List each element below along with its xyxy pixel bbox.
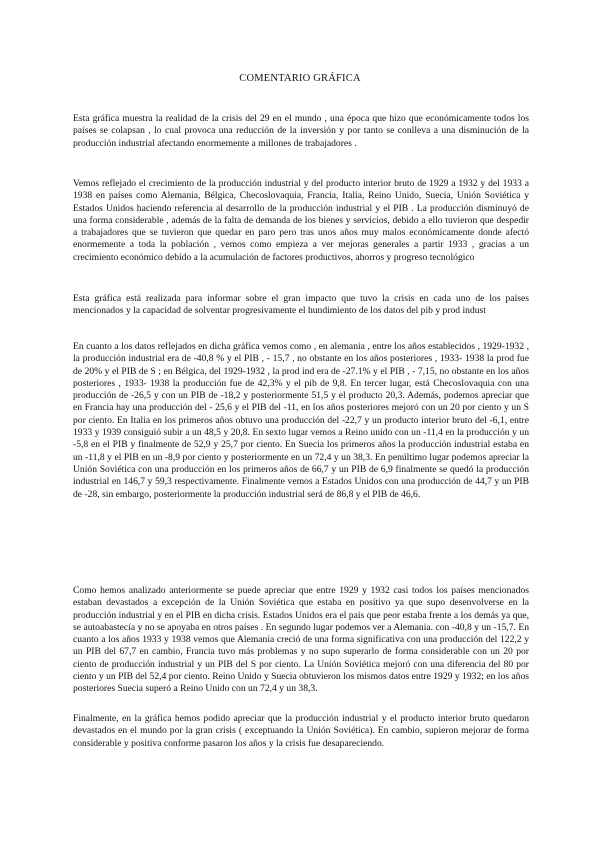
paragraph-analysis	[73, 585, 529, 696]
paragraph-text: Vemos reflejado el crecimiento de la producción industrial y del producto interior bruto de 1929 a 1932 y del 1933 a 1938 en países como Alemania, Bélgica, Checoslovaquia, Francia, Italia, Reino Unido, Suecia, Unión Soviética y Estados Unidos haciendo referencia al desarrollo de la producción industrial y el PIB . La producción disminuyó de una forma considerable , además de la falta de demanda de los bienes y servicios, debido a ello tuvieron que despedir a trabajadores que se tuvieron que quedar en paro pero tras unos años muy malos económicamente donde afectó enormemente a toda la población , vemos como empieza a ver mejoras generales a partir 1933 , gracias a un crecimiento económico debido a la acumulación de factores productivos, ahorros y progreso tecnológico	[73, 178, 529, 263]
paragraph-text: Finalmente, en la gráfica hemos podido apreciar que la producción industrial y el producto interior bruto quedaron devastados en el mundo por la gran crisis ( exceptuando la Unión Soviética). En cambio, supieron mejorar de forma considerable y positiva conforme pasaron los años y la crisis fue desapareciendo.	[73, 713, 529, 749]
paragraph-data	[73, 341, 529, 501]
paragraph-purpose	[73, 293, 529, 318]
paragraph-intro	[73, 113, 529, 150]
paragraph-text: Esta gráfica muestra la realidad de la crisis del 29 en el mundo , una época que hizo que económicamente todos los países se colapsan , lo cual provoca una reducción de la inversión y por tanto se conlleva a una disminución de la producción industrial afectando enormemente a millones de trabajadores .	[73, 113, 529, 149]
paragraph-text: Como hemos analizado anteriormente se puede apreciar que entre 1929 y 1932 casi todos los países mencionados estaban devastados a excepción de la Unión Soviética que estaba en positivo ya que supo desenvolverse en la producción industrial y en el PIB en dicha crisis. Estados Unidos era el país que peor estaba frente a los demás ya que, se autoabastecía y no se apoyaba en otros países . En segundo lugar podemos ver a Alemania. con -40,8 y un -15,7. En cuanto a los años 1933 y 1938 vemos que Alemania creció de una forma significativa con una producción del 122,2 y un PIB del 67,7 en cambio, Francia tuvo más problemas y no supo superarlo de forma considerable con un 20 por ciento de producción industrial y un PIB del S por ciento. La Unión Soviética mejoró con una diferencia del 80 por ciento y un PIB del 52,4 por ciento. Reino Unido y Suecia obtuvieron los mismos datos entre 1929 y 1932; en los años posteriores Suecia superó a Reino Unido con un 72,4 y un 38,3.	[73, 585, 529, 695]
paragraph-growth	[73, 178, 529, 264]
paragraph-conclusion	[73, 713, 529, 750]
paragraph-text: Esta gráfica está realizada para informar sobre el gran impacto que tuvo la crisis en cada uno de los países mencionados y la capacidad de solventar progresivamente el hundimiento de los datos del pib y prod indust	[73, 293, 529, 317]
paragraph-text: En cuanto a los datos reflejados en dicha gráfica vemos como , en alemania , entre los años establecidos , 1929-1932 , la producción industrial era de -40,8 % y el PIB , - 15,7 , no obstante en los años posteriores , 1933- 1938 la prod fue de 20% y el PIB de S ; en Bélgica, del 1929-1932 , la prod ind era de -27.1% y el PIB , - 7,15, no obstante en los años posteriores , 1933- 1938 la producción fue de 42,3% y el pib de 9,8. En tercer lugar, está Checoslovaquia con una producción de -26,5 y con un PIB de -18,2 y posteriormente 51,5 y el producto 20,3. Además, podemos apreciar que en Francia hay una producción del - 25,6 y el PIB del -11, en los años posteriores mejoró con un 20 por ciento y un S por ciento. En Italia en los primeros años obtuvo una producción del -22,7 y un producto interior bruto del -6,1, entre 1933 y 1939 consiguió subir a un 48,5 y 20,8. En sexto lugar vemos a Reino unido con un -11,4 en la producción y un -5,8 en el PIB y finalmente de 52,9 y 25,7 por ciento. En Suecia los primeros años la producción industrial estaba en un -11,8 y el PIB en un -8,9 por ciento y posteriormente en un 72,4 y un 38,3. En penúltimo lugar podemos apreciar la Unión Soviética con una producción en los primeros años de 66,7 y un PIB de 6,9 finalmente se quedó la producción industrial en 146,7 y 59,3 respectivamente. Finalmente vemos a Estados Unidos con una producción de 44,7 y un PIB de -28, sin embargo, posteriormente la producción industrial será de 86,8 y el PIB de 46,6.	[73, 341, 529, 500]
document-title: COMENTARIO GRÁFICA	[239, 73, 361, 84]
